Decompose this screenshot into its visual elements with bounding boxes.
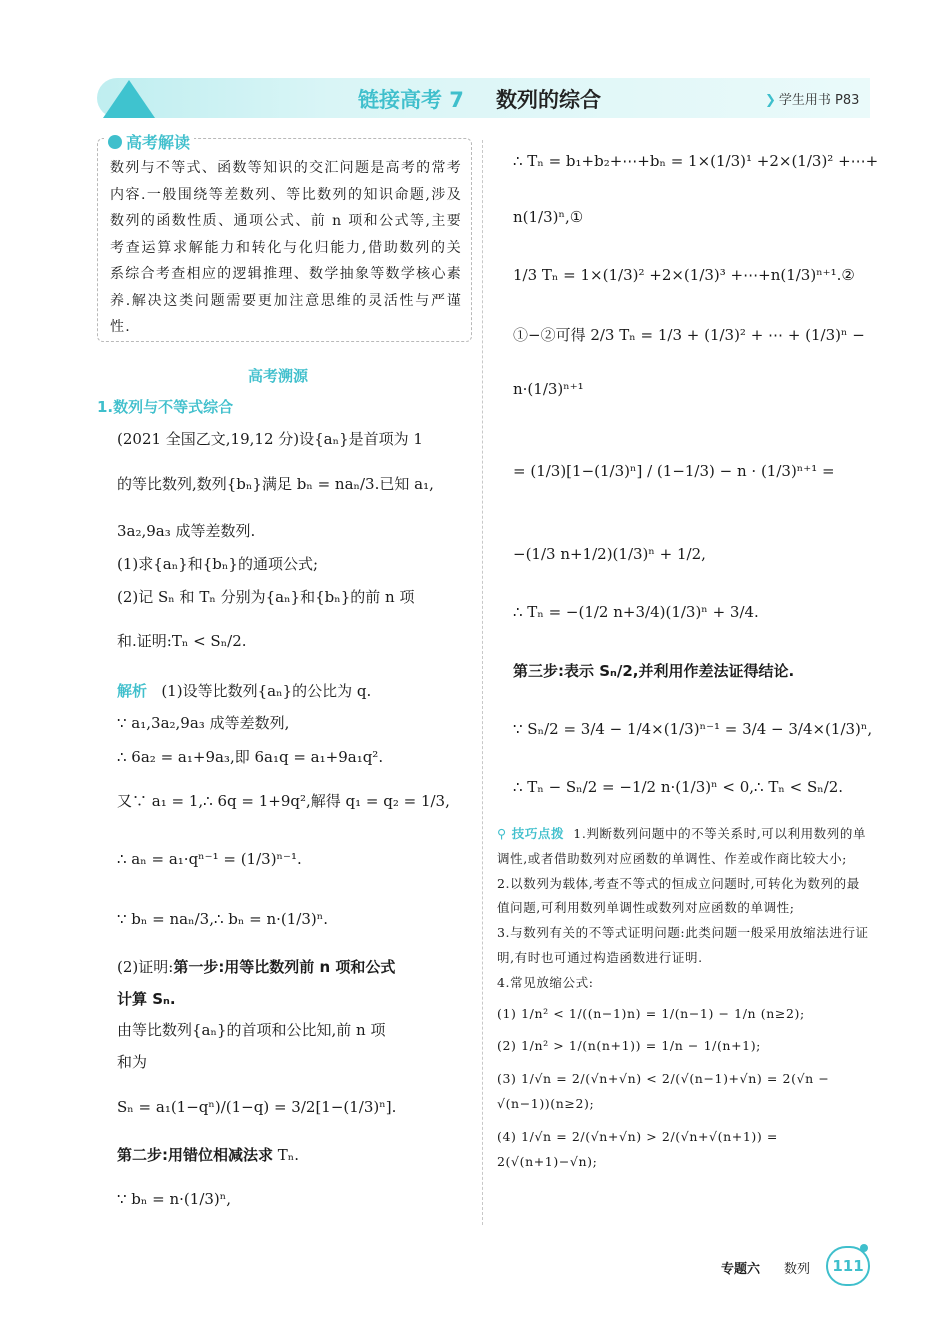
right-line-11: ∴ Tₙ − Sₙ/2 = −1/2 n·(1/3)ⁿ < 0,∴ Tₙ < Sₙ/2.: [513, 778, 844, 796]
solution-line-6: ∵ bₙ = naₙ/3,∴ bₙ = n·(1/3)ⁿ.: [117, 910, 329, 928]
chapter-title-prefix: 链接高考 7: [358, 88, 464, 112]
formula-4: (4) 1/√n = 2/(√n+√n) > 2/(√n+√(n+1)) = 2(√(n+1)−√n);: [497, 1128, 778, 1169]
problem-line-5: (2)记 Sₙ 和 Tₙ 分别为{aₙ}和{bₙ}的前 n 项: [117, 588, 415, 606]
formula-1: (1) 1/n² < 1/((n−1)n) = 1/(n−1) − 1/n (n≥2);: [497, 1005, 805, 1021]
right-line-4: ①−②可得 2/3 Tₙ = 1/3 + (1/3)² + ⋯ + (1/3)ⁿ −: [513, 326, 865, 344]
right-line-3: 1/3 Tₙ = 1×(1/3)² +2×(1/3)³ +⋯+n(1/3)ⁿ⁺¹.②: [513, 266, 855, 284]
solution-line-10: 和为: [117, 1053, 148, 1071]
solution-line-13: ∵ bₙ = n·(1/3)ⁿ,: [117, 1190, 232, 1208]
circle-icon: [108, 135, 122, 149]
solution-line-11: Sₙ = a₁(1−qⁿ)/(1−q) = 3/2[1−(1/3)ⁿ].: [117, 1098, 397, 1116]
tips-label: ⚲ 技巧点拨: [497, 826, 565, 841]
page-number: 111: [826, 1246, 870, 1286]
solution-line-7: (2)证明:第一步:用等比数列前 n 项和公式: [117, 958, 396, 976]
tip-2: 2.以数列为载体,考查不等式的恒成立问题时,可转化为数列的最值问题,可利用数列单调性或数列对应函数的单调性;: [497, 875, 860, 916]
solution-line-2: ∵ a₁,3a₂,9a₃ 成等差数列,: [117, 714, 290, 732]
solution-line-9: 由等比数列{aₙ}的首项和公比知,前 n 项: [117, 1021, 386, 1039]
tip-1: ⚲ 技巧点拨 1.判断数列问题中的不等关系时,可以利用数列的单调性,或者借助数列对应函数的单调性、作差或作商比较大小;: [497, 826, 867, 866]
solution-line-8: 计算 Sₙ.: [117, 990, 176, 1008]
formula-3: (3) 1/√n = 2/(√n+√n) < 2/(√(n−1)+√n) = 2(√n − √(n−1))(n≥2);: [497, 1071, 830, 1111]
right-line-5: n·(1/3)ⁿ⁺¹: [513, 380, 584, 398]
problem-line-3: 3a₂,9a₃ 成等差数列.: [117, 522, 256, 540]
problem-line-6: 和.证明:Tₙ < Sₙ/2.: [117, 632, 247, 650]
right-line-2: n(1/3)ⁿ,①: [513, 208, 584, 226]
tips-block: [497, 822, 870, 1174]
interpretation-heading: 高考解读: [104, 130, 194, 153]
solution-line-5: ∴ aₙ = a₁·qⁿ⁻¹ = (1/3)ⁿ⁻¹.: [117, 850, 302, 868]
right-line-10: ∵ Sₙ/2 = 3/4 − 1/4×(1/3)ⁿ⁻¹ = 3/4 − 3/4×(1/3)ⁿ,: [513, 720, 873, 738]
page-dot: [860, 1244, 868, 1252]
solution-label: 解析: [117, 682, 148, 700]
solution-line-4: 又∵ a₁ = 1,∴ 6q = 1+9q²,解得 q₁ = q₂ = 1/3,: [117, 792, 450, 810]
right-line-8: ∴ Tₙ = −(1/2 n+3/4)(1/3)ⁿ + 3/4.: [513, 603, 759, 621]
solution-line-12: 第二步:用错位相减法求 Tₙ.: [117, 1146, 300, 1164]
chapter-title: 数列的综合: [496, 88, 601, 112]
triangle-icon: [103, 80, 155, 118]
tip-4: 4.常见放缩公式:: [497, 974, 594, 990]
problem-line-4: (1)求{aₙ}和{bₙ}的通项公式;: [117, 555, 318, 573]
problem-line-1: (2021 全国乙文,19,12 分)设{aₙ}是首项为 1: [117, 430, 423, 448]
column-divider: [482, 140, 483, 1225]
solution-line-1: 解析 (1)设等比数列{aₙ}的公比为 q.: [117, 682, 372, 700]
sub-title: 1.数列与不等式综合: [97, 398, 234, 416]
arrow-icon: ❯: [765, 93, 776, 108]
footer-topic: 专题六: [721, 1262, 761, 1277]
section-title: 高考溯源: [248, 367, 309, 385]
solution-line-3: ∴ 6a₂ = a₁+9a₃,即 6a₁q = a₁+9a₁q².: [117, 748, 384, 766]
right-line-7: −(1/3 n+1/2)(1/3)ⁿ + 1/2,: [513, 545, 706, 563]
right-line-1: ∴ Tₙ = b₁+b₂+⋯+bₙ = 1×(1/3)¹ +2×(1/3)² +⋯+: [513, 152, 879, 170]
formula-2: (2) 1/n² > 1/(n(n+1)) = 1/n − 1/(n+1);: [497, 1038, 761, 1054]
interpretation-text: 数列与不等式、函数等知识的交汇问题是高考的常考内容.一般围绕等差数列、等比数列的知识命题,涉及数列的函数性质、通项公式、前 n 项和公式等,主要考查运算求解能力和转化与化归能力,借助数列的关系综合考查相应的逻辑推理、数学抽象等数学核心素养.解决这类问题需要更加注意思维的灵活性与严谨性.: [110, 160, 462, 335]
tip-3: 3.与数列有关的不等式证明问题:此类问题一般采用放缩法进行证明,有时也可通过构造函数进行证明.: [497, 925, 869, 965]
problem-line-2: 的等比数列,数列{bₙ}满足 bₙ = naₙ/3.已知 a₁,: [117, 475, 434, 493]
step-three: 第三步:表示 Sₙ/2,并利用作差法证得结论.: [513, 662, 795, 680]
header-banner: [97, 78, 870, 118]
footer-topic-name: 数列: [784, 1262, 811, 1277]
right-line-6: = (1/3)[1−(1/3)ⁿ] / (1−1/3) − n · (1/3)ⁿ⁺¹ =: [513, 462, 835, 480]
student-book-ref: ❯ 学生用书 P83: [765, 93, 860, 108]
